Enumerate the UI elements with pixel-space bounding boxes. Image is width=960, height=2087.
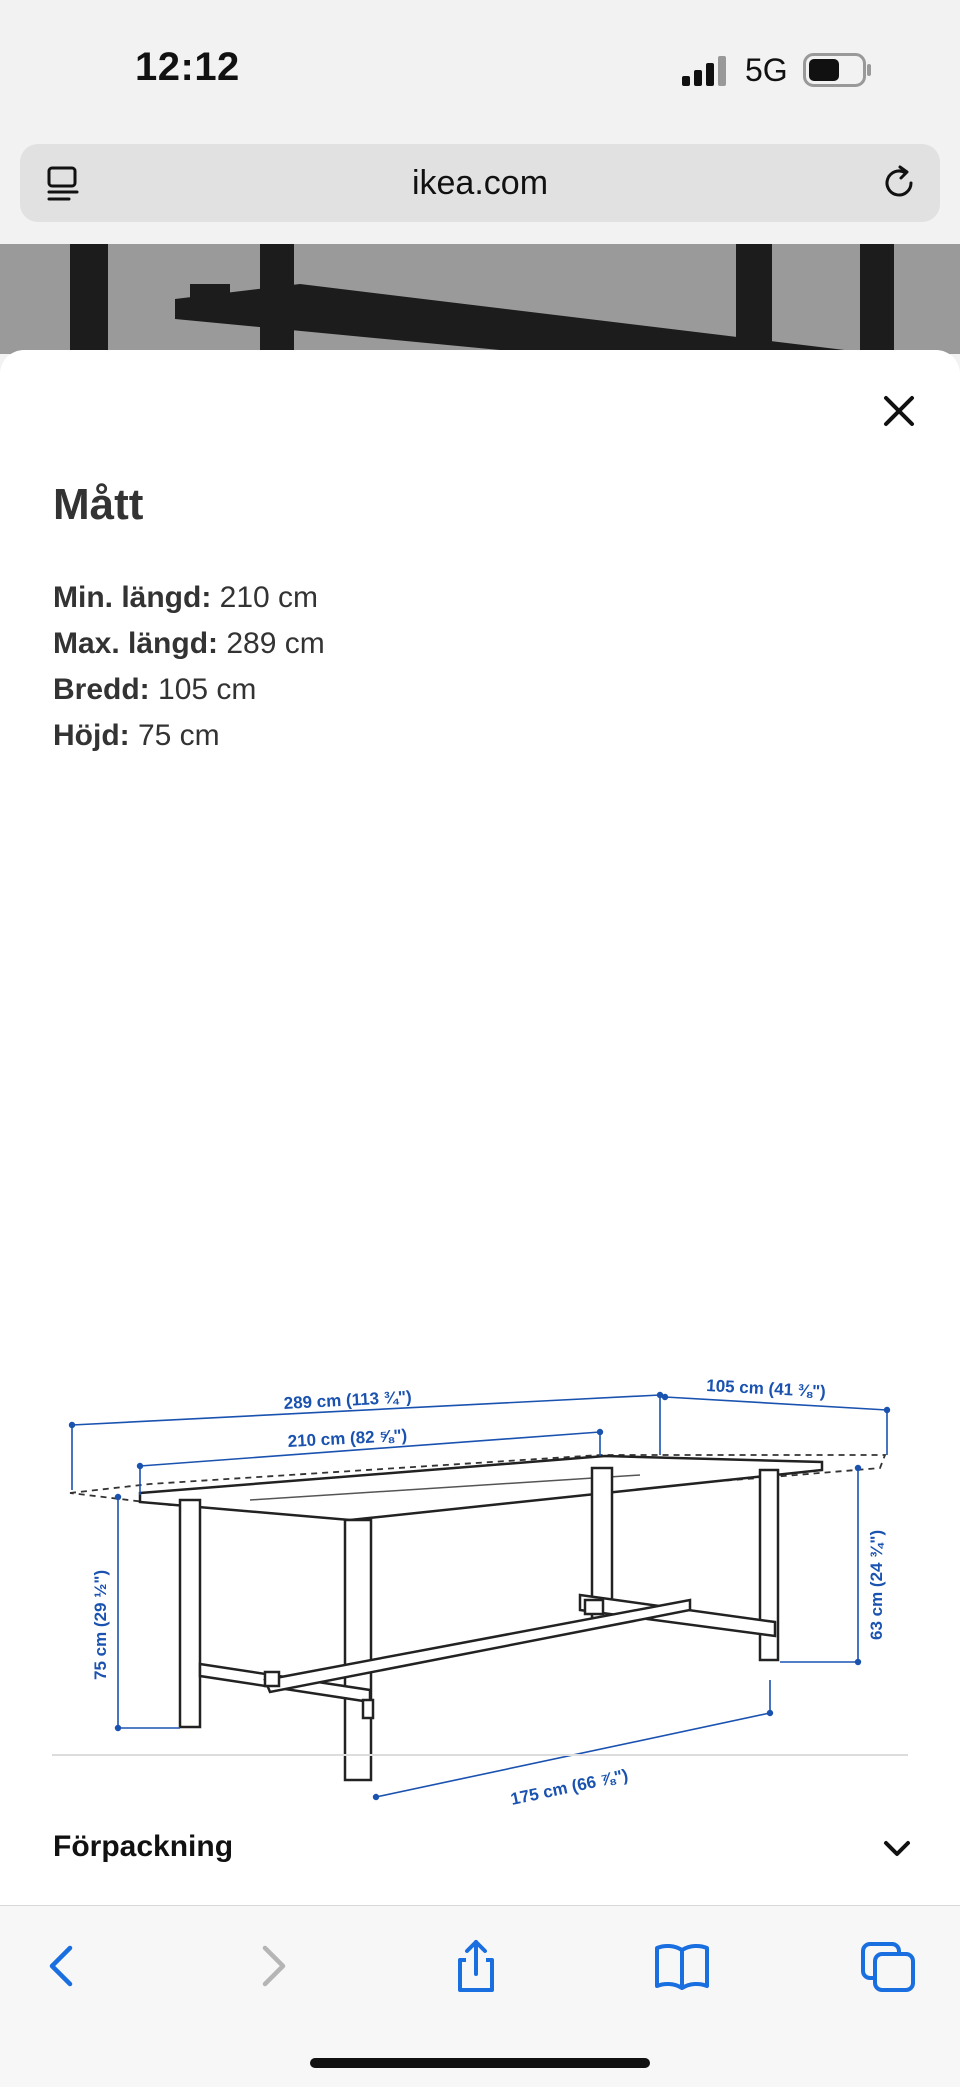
- dimension-label: Min. längd:: [53, 581, 212, 614]
- dimension-diagram: [60, 1000, 920, 1930]
- dimension-row: [53, 621, 325, 667]
- battery-icon: [803, 53, 873, 87]
- table-drawing: [70, 1455, 885, 1780]
- network-label: 5G: [745, 52, 788, 88]
- dimension-row: [53, 575, 325, 621]
- dimensions-sheet: [0, 350, 960, 1905]
- sheet-title: Mått: [53, 480, 144, 529]
- dimension-list: [53, 575, 325, 759]
- tabs-icon[interactable]: [858, 1936, 918, 1996]
- dimension-label: Max. längd:: [53, 627, 219, 660]
- height-label: 75 cm (29 ½"): [91, 1569, 110, 1680]
- address-bar[interactable]: [20, 144, 940, 222]
- product-photo: [0, 244, 960, 354]
- close-icon[interactable]: [878, 390, 920, 432]
- clearance-label: 63 cm (24 ¾"): [867, 1529, 886, 1640]
- status-bar: [0, 0, 960, 140]
- dimension-value: 105 cm: [149, 673, 257, 706]
- url-text[interactable]: ikea.com: [411, 164, 549, 202]
- bookmarks-icon[interactable]: [652, 1936, 712, 1996]
- packaging-label: Förpackning: [53, 1830, 234, 1863]
- dimension-label: Höjd:: [53, 719, 130, 752]
- dimension-value: 289 cm: [218, 627, 325, 660]
- reload-icon[interactable]: [878, 162, 920, 204]
- width-label: 105 cm (41 ⅜"): [705, 1376, 827, 1402]
- share-icon[interactable]: [446, 1936, 506, 1996]
- home-indicator: [310, 2058, 650, 2068]
- forward-icon[interactable]: [243, 1936, 303, 1996]
- dimension-value: 210 cm: [211, 581, 319, 614]
- leg-span-label: 175 cm (66 ⅞"): [508, 1765, 630, 1809]
- dimension-row: [53, 667, 325, 713]
- dimension-label: Bredd:: [53, 673, 150, 706]
- divider: [52, 1754, 908, 1756]
- packaging-section[interactable]: [0, 1810, 960, 1890]
- signal-icon: [680, 56, 730, 86]
- dimension-value: 75 cm: [129, 719, 220, 752]
- chevron-down-icon[interactable]: [882, 1838, 912, 1860]
- back-icon[interactable]: [32, 1936, 92, 1996]
- min-length-label: 210 cm (82 ⅝"): [287, 1425, 408, 1451]
- max-length-label: 289 cm (113 ¾"): [283, 1387, 413, 1413]
- dimension-row: [53, 713, 325, 759]
- status-time: 12:12: [135, 45, 240, 89]
